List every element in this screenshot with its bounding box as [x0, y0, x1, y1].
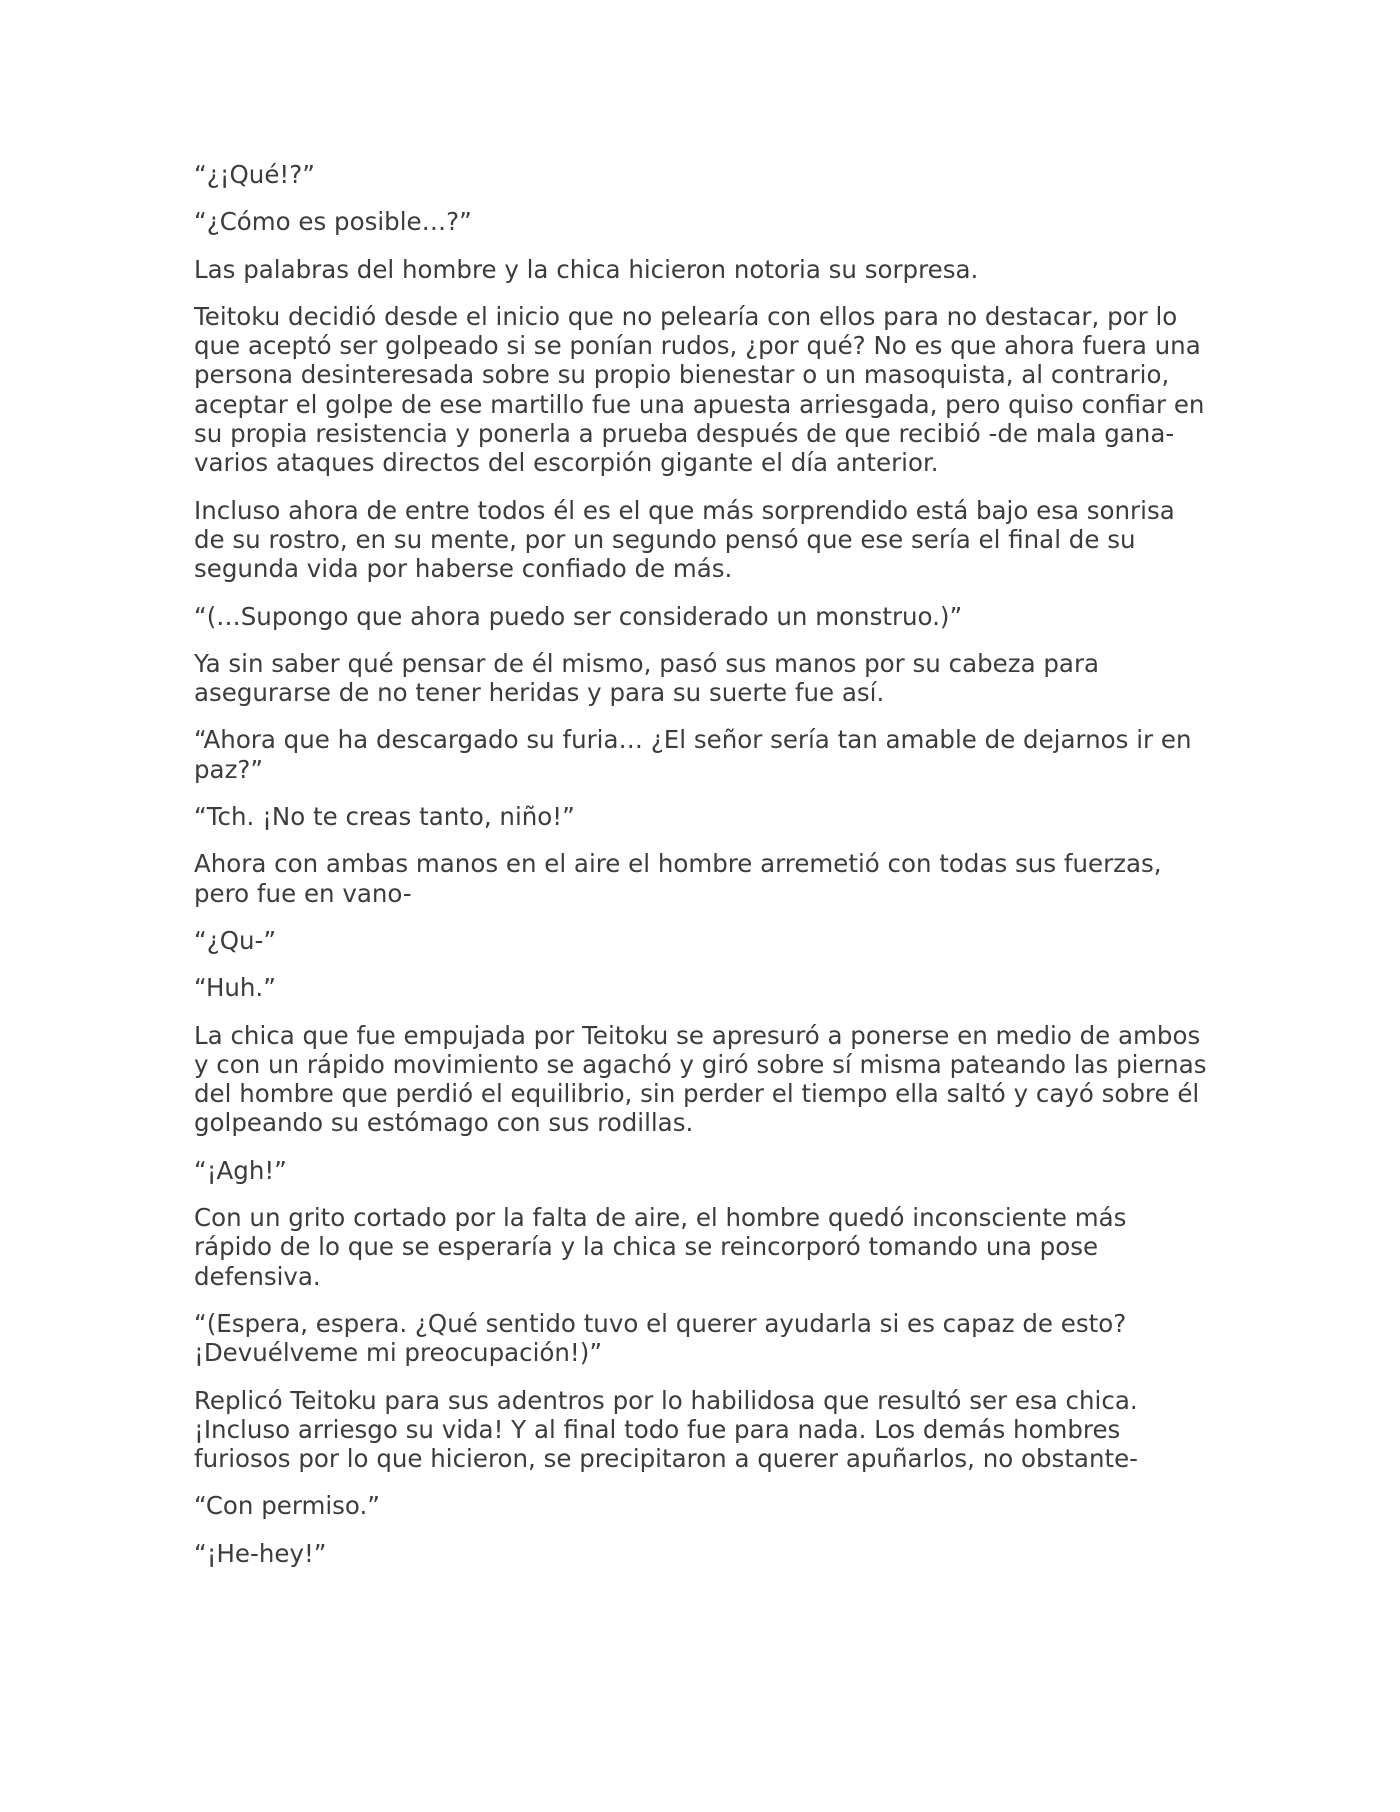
paragraph: “Huh.” — [194, 973, 276, 1003]
paragraph: “¡He-hey!” — [194, 1538, 327, 1568]
paragraph: Ahora con ambas manos en el aire el hombre arremetió con todas sus fuerzas, pero fue en vano- — [194, 849, 1162, 908]
paragraph: “Con permiso.” — [194, 1491, 380, 1521]
paragraph: “¡Agh!” — [194, 1155, 287, 1185]
paragraph: Replicó Teitoku para sus adentros por lo habilidosa que resultó ser esa chica. ¡Incluso arriesgo su vida! Y al final todo fue para nada. Los demás hombres furiosos por lo que hicieron, se precipitaron a querer apuñarlos, no obstante- — [194, 1385, 1138, 1474]
paragraph: “(Espera, espera. ¿Qué sentido tuvo el querer ayudarla si es capaz de esto? ¡Devuélveme mi preocupación!)” — [194, 1308, 1127, 1368]
paragraph: Las palabras del hombre y la chica hicieron notoria su sorpresa. — [194, 254, 979, 284]
paragraph: “¿¡Qué!?” — [194, 160, 315, 189]
document-page — [194, 160, 1212, 1586]
paragraph: Ya sin saber qué pensar de él mismo, pasó sus manos por su cabeza para asegurarse de no tener heridas y para su suerte fue así. — [194, 648, 1100, 708]
paragraph: “¿Qu-” — [194, 925, 277, 955]
paragraph: “¿Cómo es posible…?” — [194, 207, 472, 237]
paragraph: La chica que fue empujada por Teitoku se apresuró a ponerse en medio de ambos y con un rápido movimiento se agachó y giró sobre sí misma pateando las piernas del hombre que perdió el equilibrio, sin perder el tiempo ella saltó y cayó sobre él golpeando su estómago con sus rodillas. — [194, 1020, 1207, 1138]
paragraph: “(…Supongo que ahora puedo ser considerado un monstruo.)” — [194, 601, 963, 631]
paragraph: Incluso ahora de entre todos él es el que más sorprendido está bajo esa sonrisa de su rostro, en su mente, por un segundo pensó que ese sería el final de su segunda vida por haberse confiado de más. — [194, 495, 1175, 584]
paragraph: “Tch. ¡No te creas tanto, niño!” — [194, 802, 575, 832]
paragraph: Teitoku decidió desde el inicio que no pelearía con ellos para no destacar, por lo que aceptó ser golpeado si se ponían rudos, ¿por qué? No es que ahora fuera una persona desinteresada sobre su propio bienestar o un masoquista, al contrario, aceptar el golpe de ese martillo fue una apuesta arriesgada, pero quiso confiar en su propia resistencia y ponerla a prueba después de que recibió -de mala gana- varios ataques directos del escorpión gigante el día anterior. — [194, 301, 1205, 478]
paragraph: “Ahora que ha descargado su furia… ¿El señor sería tan amable de dejarnos ir en paz?” — [194, 725, 1192, 784]
paragraph: Con un grito cortado por la falta de aire, el hombre quedó inconsciente más rápido de lo que se esperaría y la chica se reincorporó tomando una pose defensiva. — [194, 1203, 1127, 1291]
